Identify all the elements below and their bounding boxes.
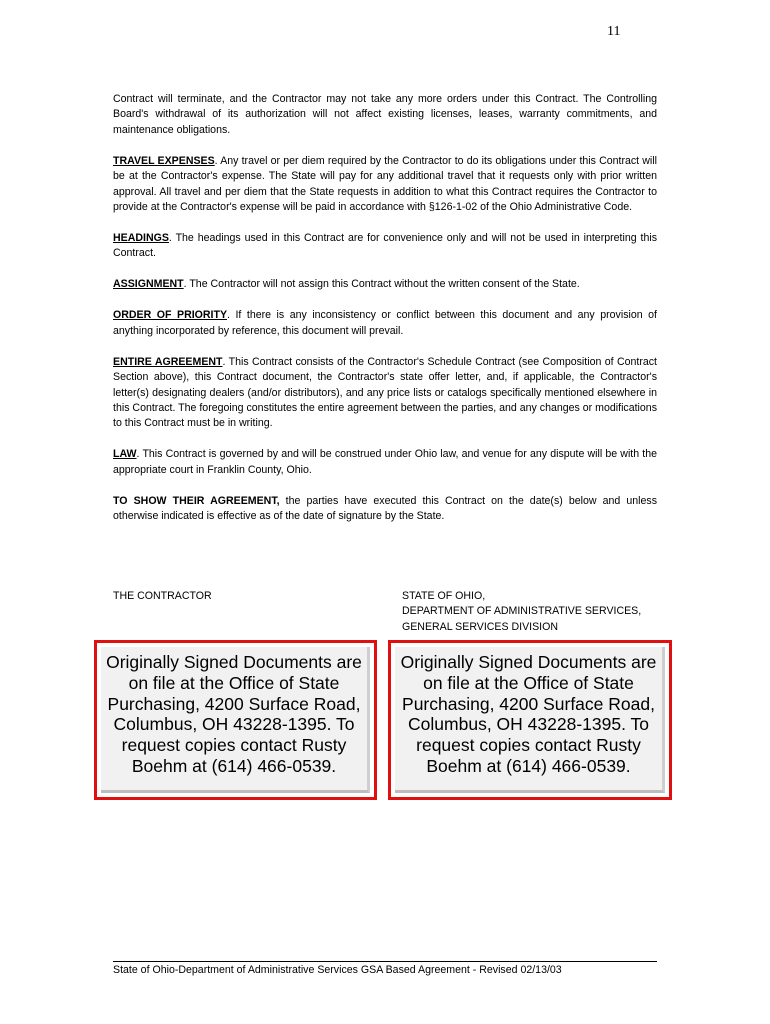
section-heading: ORDER OF PRIORITY — [113, 309, 228, 322]
paragraph-headings — [113, 231, 657, 262]
section-heading: LAW — [113, 448, 137, 461]
state-signature-block — [402, 589, 641, 635]
state-line: STATE OF OHIO, — [402, 590, 486, 602]
state-signature-stamp — [388, 640, 672, 800]
paragraph-agreement — [113, 494, 657, 525]
paragraph-order-of-priority — [113, 308, 657, 339]
page-number: 11 — [607, 24, 621, 39]
paragraph-text: . If there is any inconsistency or conflict between this document and any provision of anything incorporated by reference, this document will prevail. — [113, 309, 657, 337]
paragraph-assignment — [113, 277, 657, 292]
paragraph-termination — [113, 92, 657, 138]
division-line: GENERAL SERVICES DIVISION — [402, 620, 559, 633]
footer-text: State of Ohio-Department of Administrative Services GSA Based Agreement - Revised 02/13/03 — [113, 964, 562, 976]
paragraph-text: . The Contractor will not assign this Contract without the written consent of the State. — [183, 278, 580, 291]
section-heading: TO SHOW THEIR AGREEMENT, — [113, 494, 280, 507]
paragraph-entire-agreement — [113, 355, 657, 432]
section-heading: HEADINGS — [113, 232, 169, 245]
contractor-signature-label: THE CONTRACTOR — [113, 590, 212, 602]
footer-divider — [113, 961, 657, 962]
stamp-text: Originally Signed Documents are on file at the Office of State Purchasing, 4200 Surface Road, Columbus, OH 43228-1395. To request copies contact Rusty Boehm at (614) 466-0539. — [106, 652, 362, 776]
paragraph-law — [113, 447, 657, 478]
stamp-text: Originally Signed Documents are on file at the Office of State Purchasing, 4200 Surface Road, Columbus, OH 43228-1395. To request copies contact Rusty Boehm at (614) 466-0539. — [400, 652, 657, 776]
department-line: DEPARTMENT OF ADMINISTRATIVE SERVICES, — [402, 605, 642, 618]
stamp-panel — [101, 647, 370, 793]
paragraph-text: . The headings used in this Contract are for convenience only and will not be used in interpreting this Contract. — [113, 232, 657, 260]
paragraph-travel-expenses — [113, 154, 657, 216]
stamp-panel — [395, 647, 665, 793]
paragraph-text: the parties have executed this Contract on the date(s) below and unless otherwise indicated is effective as of the date of signature by the State. — [113, 494, 657, 523]
section-heading: TRAVEL EXPENSES — [113, 154, 215, 167]
paragraph-text: . Any travel or per diem required by the Contractor to do its obligations under this Contract will be at the Contractor's expense. The State will pay for any additional travel that it requests only with prior written approval. All travel and per diem that the State requests in addition to what this Contract requires the Contractor to provide at the Contractor's expense will be paid in accordance with §126-1-02 of the Ohio Administrative Code. — [113, 154, 657, 214]
section-heading: ENTIRE AGREEMENT — [113, 355, 223, 368]
contractor-signature-stamp — [94, 640, 377, 800]
section-heading: ASSIGNMENT — [113, 278, 184, 291]
paragraph-text: Contract will terminate, and the Contractor may not take any more orders under this Contract. The Controlling Board's withdrawal of its authorization will not affect existing licenses, leases, warranty commitments, and maintenance obligations. — [113, 93, 657, 136]
contract-body — [113, 92, 657, 540]
paragraph-text: . This Contract is governed by and will be construed under Ohio law, and venue for any dispute will be with the appropriate court in Franklin County, Ohio. — [113, 448, 657, 476]
paragraph-text: . This Contract consists of the Contractor's Schedule Contract (see Composition of Contract Section above), this Contract document, the Contractor's state offer letter, and, if applicable, the Contractor's letter(s) designating dealers (and/or distributors), and any price lists or catalogs specifically mentioned elsewhere in this Contract. The foregoing constitutes the entire agreement between the parties, and any changes or modifications to this Contract must be in writing. — [113, 355, 657, 430]
